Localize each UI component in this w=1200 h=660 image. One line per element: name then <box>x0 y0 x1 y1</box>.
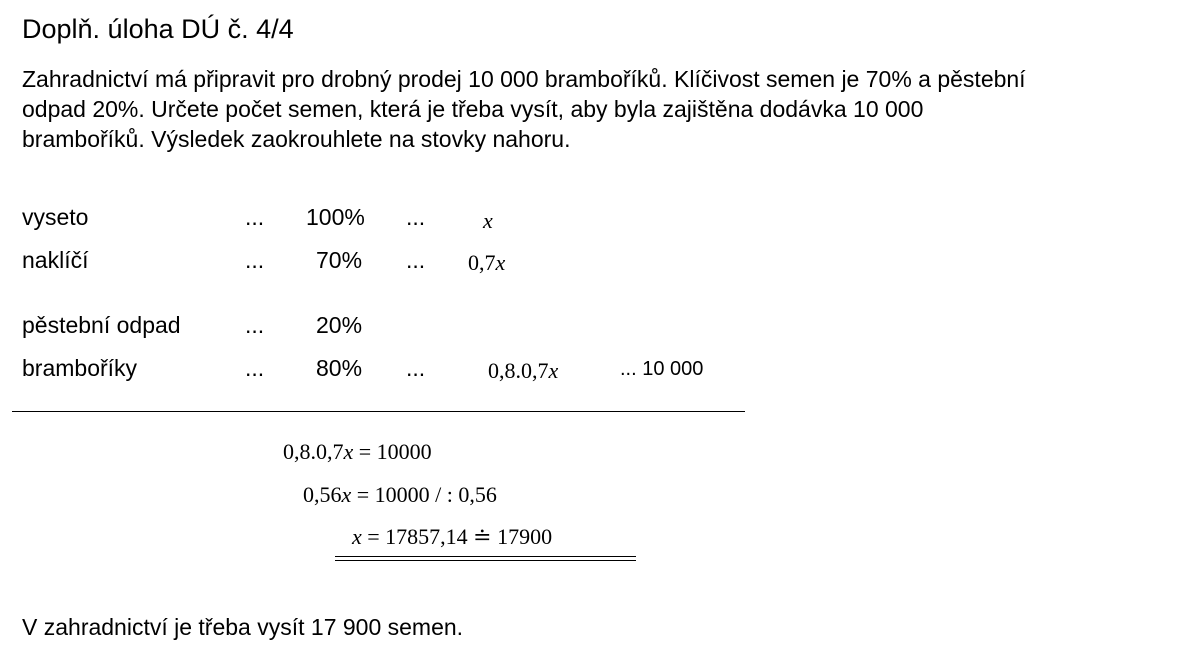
equation-rhs: = 17857,14 ≐ 17900 <box>367 524 553 549</box>
coefficient: 0,8.0,7 <box>488 358 549 383</box>
equation-coefficient: 0,56 <box>303 482 342 507</box>
equation-rhs: = 10000 <box>358 439 432 464</box>
var-x: x <box>343 439 354 464</box>
row-dots: ... <box>406 204 426 230</box>
row-percent: 20% <box>316 312 363 338</box>
var-x: x <box>483 208 493 233</box>
equation-1 <box>283 439 432 465</box>
conclusion-text: V zahradnictví je třeba vysít 17 900 semen. <box>22 614 464 640</box>
var-x: x <box>341 482 352 507</box>
row-dots: ... <box>245 355 265 381</box>
var-x: x <box>495 250 506 275</box>
equation-3 <box>352 524 552 550</box>
row-dots: ... <box>406 355 426 381</box>
row-percent: 100% <box>306 204 365 230</box>
row-dots: ... <box>245 204 265 230</box>
row-expression <box>488 358 558 384</box>
equation-rhs: = 10000 / : 0,56 <box>356 482 497 507</box>
coefficient: 0,7 <box>468 250 496 275</box>
target-value: ... 10 000 <box>620 358 704 380</box>
problem-line: odpad 20%. Určete počet semen, která je třeba vysít, aby byla zajištěna dodávka 10 000 <box>22 96 924 122</box>
var-x: x <box>548 358 559 383</box>
var-x: x <box>352 524 362 549</box>
equation-coefficient: 0,8.0,7 <box>283 439 344 464</box>
row-label: vyseto <box>22 204 89 230</box>
row-label: bramboříky <box>22 355 138 381</box>
page-title: Doplň. úloha DÚ č. 4/4 <box>22 14 294 44</box>
divider-line <box>12 411 745 412</box>
row-label: naklíčí <box>22 247 89 273</box>
equation-2 <box>303 482 497 508</box>
result-underline-2 <box>335 560 636 561</box>
row-expression <box>483 208 493 234</box>
row-label: pěstební odpad <box>22 312 181 338</box>
row-percent: 70% <box>316 247 363 273</box>
problem-line: bramboříků. Výsledek zaokrouhlete na stovky nahoru. <box>22 126 571 152</box>
problem-line: Zahradnictví má připravit pro drobný prodej 10 000 bramboříků. Klíčivost semen je 70% a pěstební <box>22 66 1026 92</box>
row-percent: 80% <box>316 355 363 381</box>
row-dots: ... <box>245 312 265 338</box>
problem-statement <box>22 64 1192 154</box>
row-expression <box>468 250 505 276</box>
row-dots: ... <box>245 247 265 273</box>
row-dots: ... <box>406 247 426 273</box>
result-underline-1 <box>335 556 636 557</box>
